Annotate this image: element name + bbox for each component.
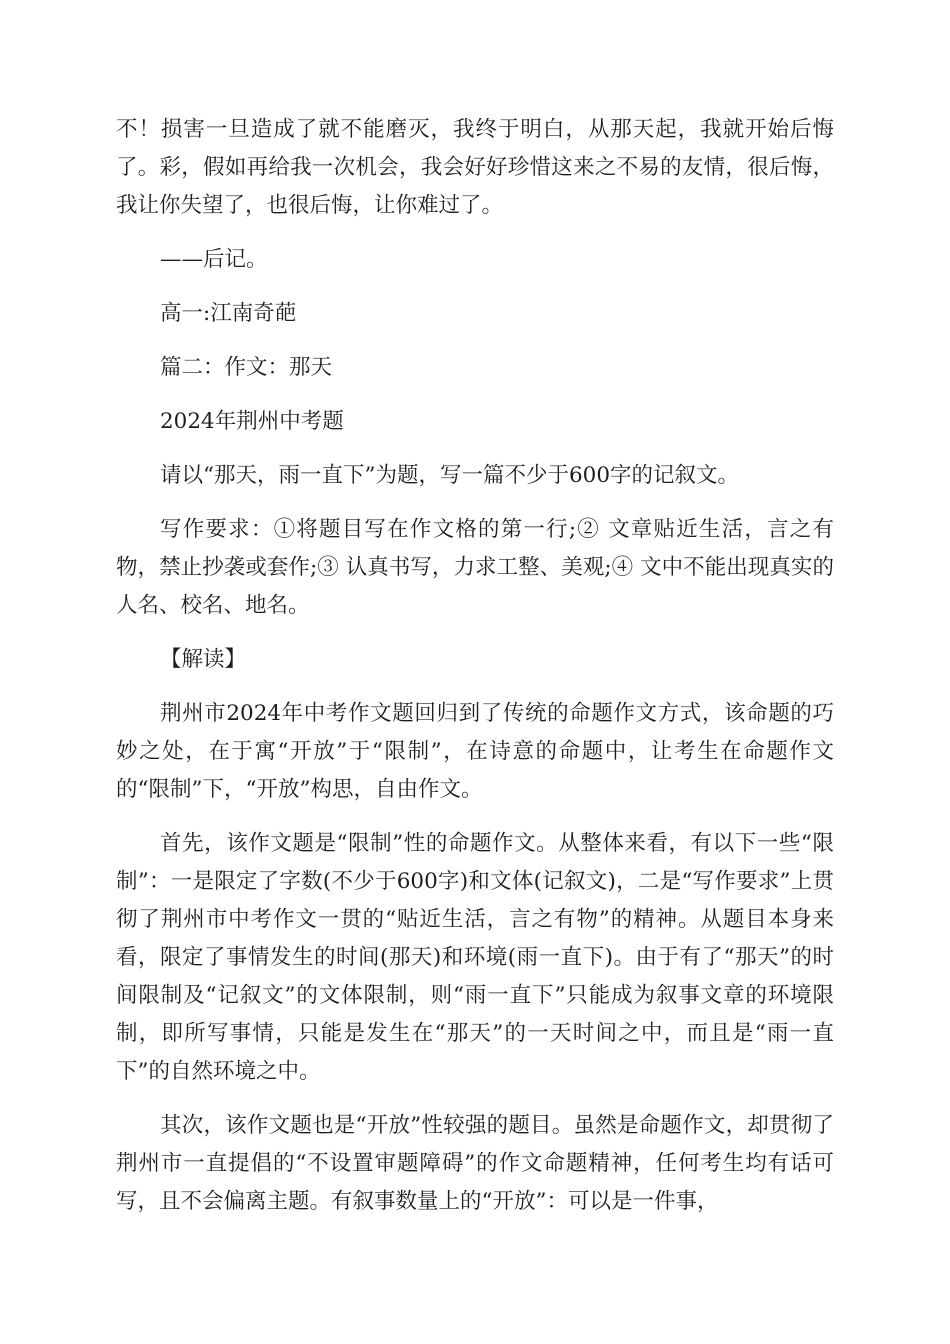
paragraph-9: 荆州市2024年中考作文题回归到了传统的命题作文方式，该命题的巧妙之处，在于寓“开放”于“限制”，在诗意的命题中，让考生在命题作文的“限制”下，“开放”构思，自由作文。 <box>116 701 834 802</box>
paragraph-6-prompt: 请以“那天，雨一直下”为题，写一篇不少于600字的记叙文。 <box>160 463 740 488</box>
paragraph-10: 首先，该作文题是“限制”性的命题作文。从整体来看，有以下一些“限制”：一是限定了字数(不少于600字)和文体(记叙文)，二是“写作要求”上贯彻了荆州市中考作文一贯的“贴近生活，言之有物”的精神。从题目本身来看，限定了事情发生的时间(那天)和环境(雨一直下)。由于有了“那天”的时间限制及“记叙文”的文体限制，则“雨一直下”只能成为叙事文章的环境限制，即所写事情，只能是发生在“那天”的一天时间之中，而且是“雨一直下”的自然环境之中。 <box>116 831 834 1084</box>
paragraph-2-postscript: ——后记。 <box>160 247 268 272</box>
paragraph-3-author: 高一:江南奇葩 <box>160 301 297 326</box>
paragraph-8-analysis-heading: 【解读】 <box>160 647 247 672</box>
paragraph-11: 其次，该作文题也是“开放”性较强的题目。虽然是命题作文，却贯彻了荆州市一直提倡的“不设置审题障碍”的作文命题精神，任何考生均有话可写，且不会偏离主题。有叙事数量上的“开放”：可以是一件事， <box>116 1113 834 1214</box>
document-page <box>116 111 834 1237</box>
paragraph-4-section-title: 篇二：作文：那天 <box>160 355 333 380</box>
paragraph-5-exam-title: 2024年荆州中考题 <box>160 409 344 434</box>
paragraph-1: 不！损害一旦造成了就不能磨灭，我终于明白，从那天起，我就开始后悔了。彩，假如再给我一次机会，我会好好珍惜这来之不易的友情，很后悔，我让你失望了，也很后悔，让你难过了。 <box>116 117 834 218</box>
paragraph-7-requirements: 写作要求：①将题目写在作文格的第一行;② 文章贴近生活，言之有物，禁止抄袭或套作;③ 认真书写，力求工整、美观;④ 文中不能出现真实的人名、校名、地名。 <box>116 517 834 618</box>
